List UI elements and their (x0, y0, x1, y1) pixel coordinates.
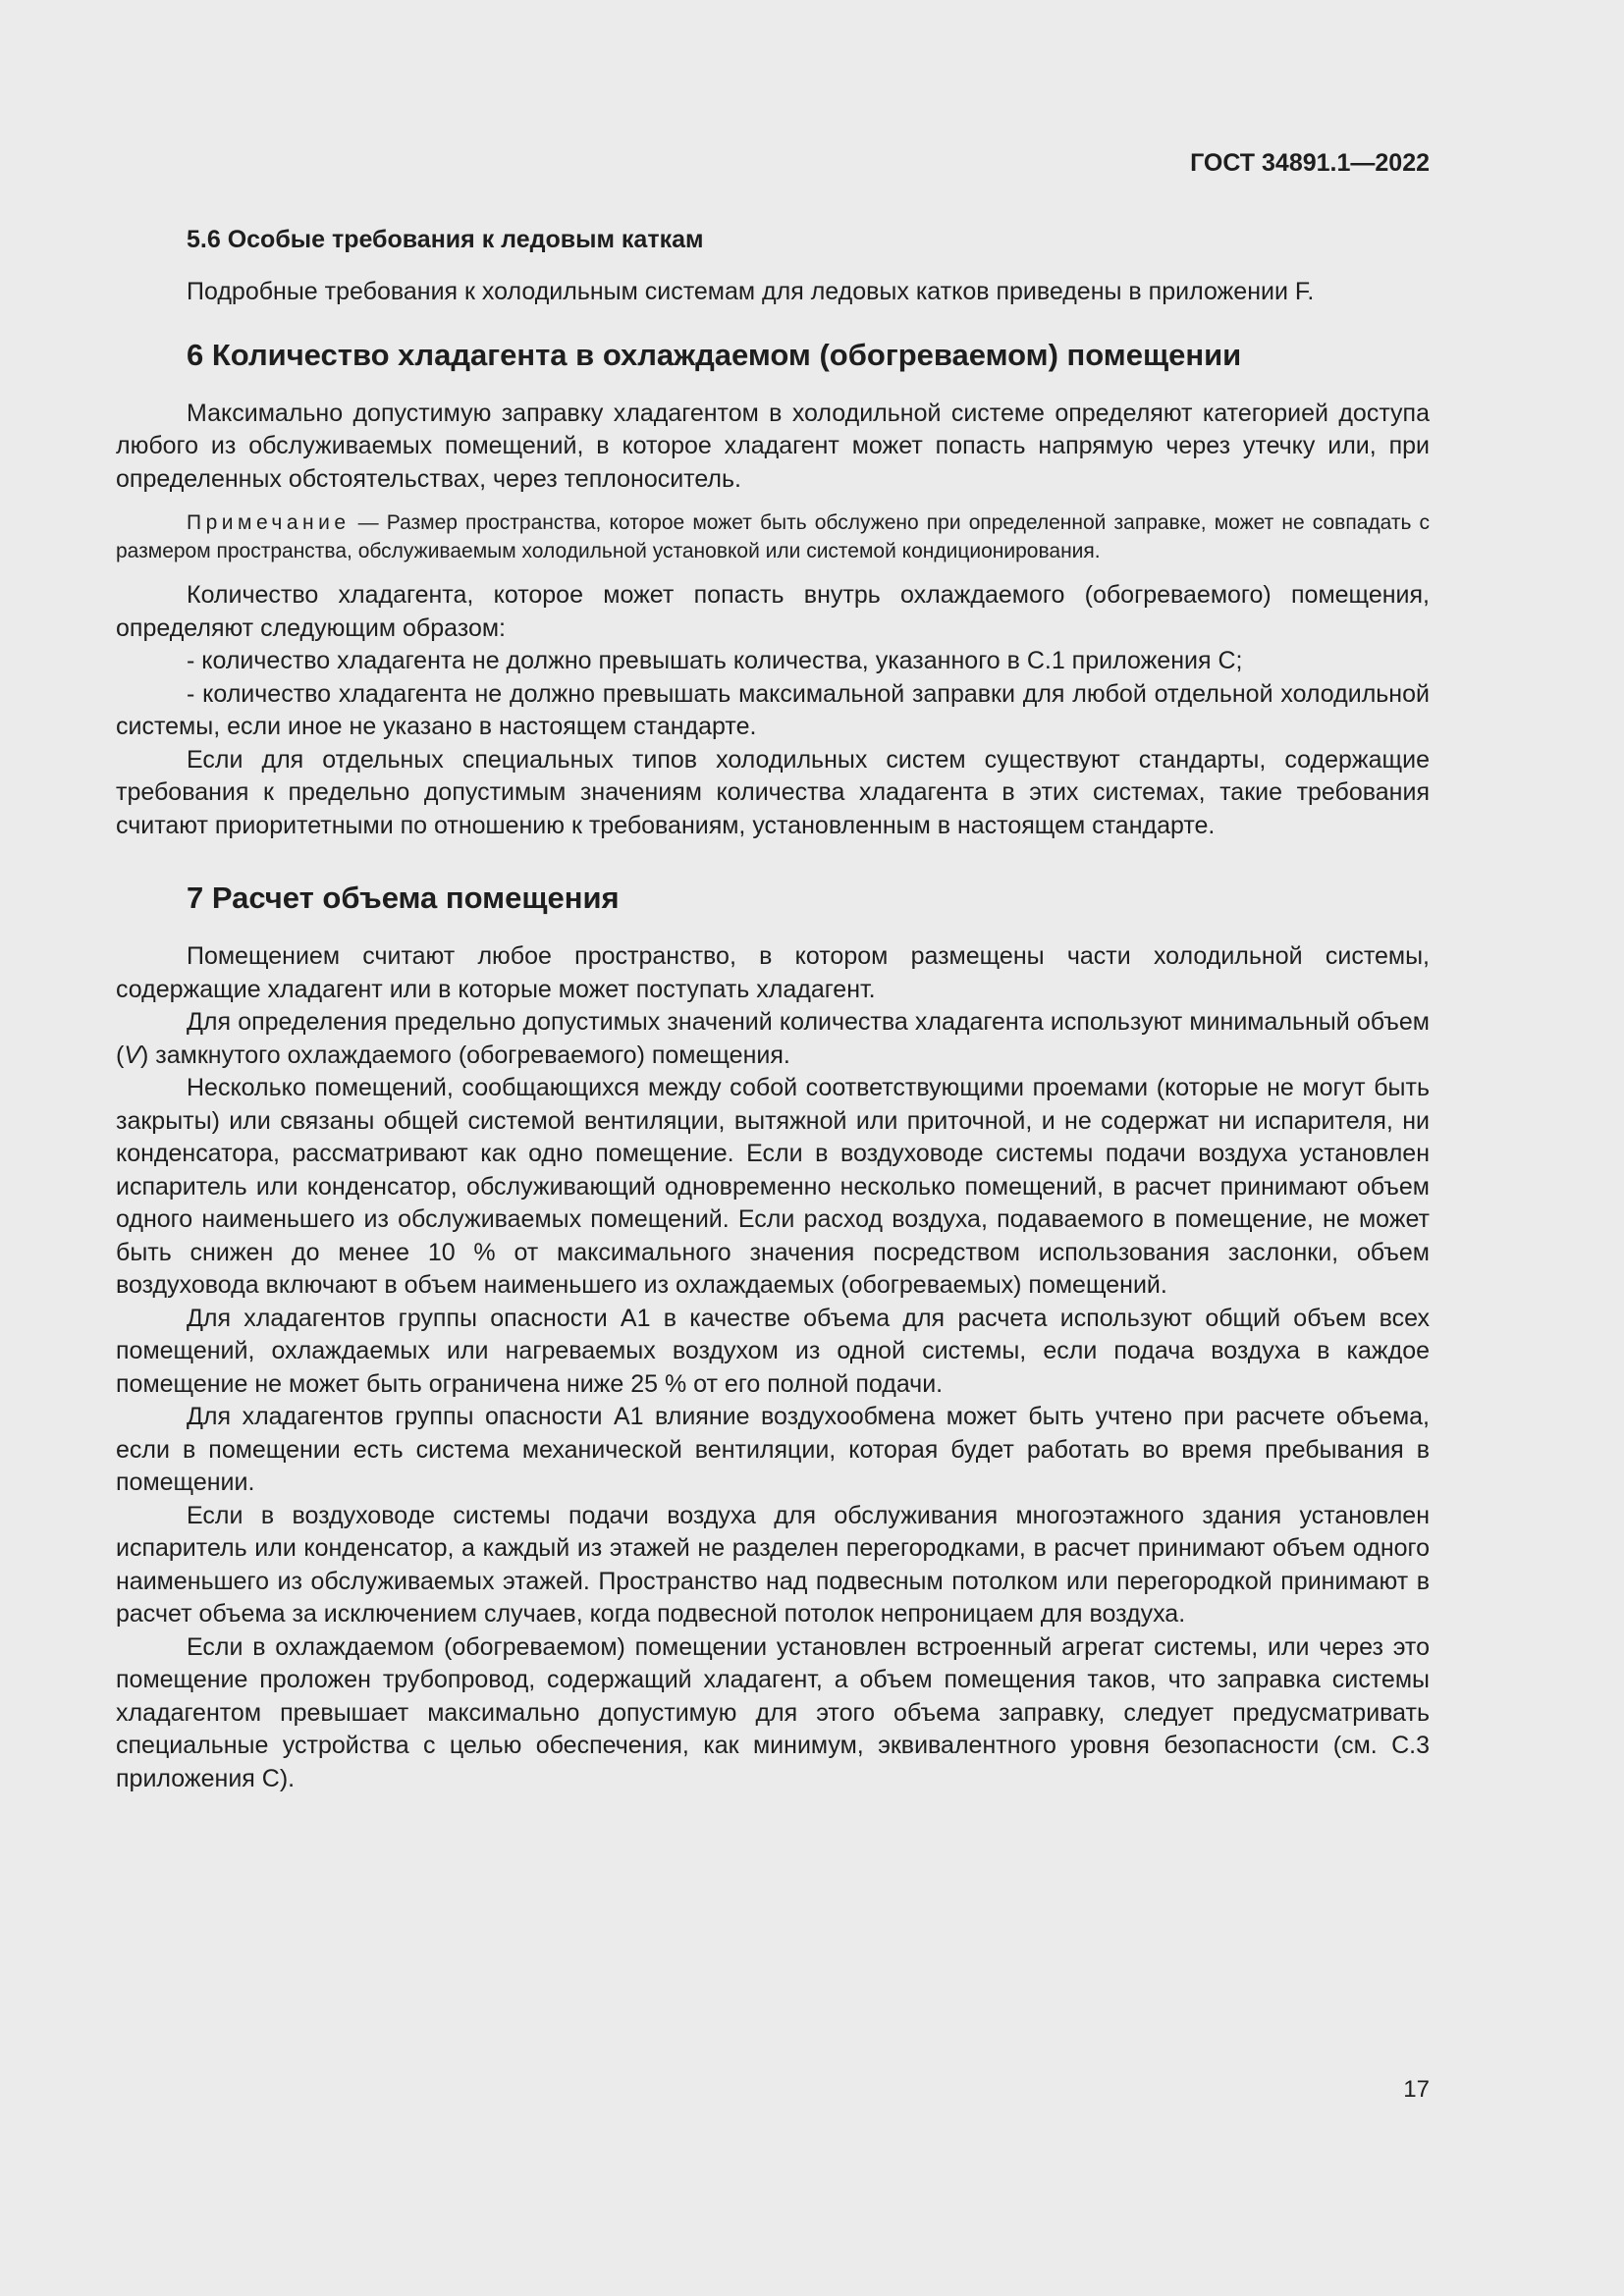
text-fragment: Для определения предельно допустимых значений количества хладагента используют минимальный объем ( (116, 1008, 1430, 1069)
paragraph: Если для отдельных специальных типов холодильных систем существуют стандарты, содержащие требования к предельно допустимым значениям количества хладагента в этих системах, такие требования считают приоритетными по отношению к требованиям, установленным в настоящем стандарте. (116, 745, 1430, 839)
note-text: — Размер пространства, которое может быть обслужено при определенной заправке, может не совпадать с размером пространства, обслуживаемым холодильной установкой или системой кондиционирования. (116, 511, 1430, 562)
list-item: - количество хладагента не должно превышать количества, указанного в С.1 приложения С; (187, 647, 1243, 674)
paragraph: Для хладагентов группы опасности А1 влияние воздухообмена может быть учтено при расчете объема, если в помещении есть система механической вентиляции, которая будет работать во время пребывания в помещении. (116, 1403, 1430, 1496)
paragraph: Максимально допустимую заправку хладагентом в холодильной системе определяют категорией доступа любого из обслуживаемых помещений, в которое хладагент может попасть напрямую через утечку или, при определенных обстоятельствах, через теплоноситель. (116, 399, 1430, 493)
paragraph (116, 1006, 1430, 1072)
paragraph: Несколько помещений, сообщающихся между собой соответствующими проемами (которые не могут быть закрыты) или связаны общей системой вентиляции, вытяжной или приточной, и не содержат ни испарителя, ни конденсатора, рассматривают как одно помещение. Если в воздуховоде системы подачи воздуха установлен испаритель или конденсатор, обслуживающий одновременно несколько помещений, в расчет принимают объем одного наименьшего из обслуживаемых помещений. Если расход воздуха, подаваемого в помещение, не может быть снижен до менее 10 % от максимального значения посредством использования заслонки, объем воздуховода включают в объем наименьшего из охлаждаемых (обогреваемых) помещений. (116, 1074, 1430, 1299)
note-label: Примечание (187, 511, 351, 534)
volume-variable: V (124, 1041, 141, 1069)
list-item: - количество хладагента не должно превышать максимальной заправки для любой отдельной холодильной системы, если иное не указано в настоящем стандарте. (116, 679, 1430, 740)
paragraph: Для хладагентов группы опасности А1 в качестве объема для расчета используют общий объем всех помещений, охлаждаемых или нагреваемых воздухом из одной системы, если подача воздуха в каждое помещение не может быть ограничена ниже 25 % от его полной подачи. (116, 1304, 1430, 1398)
text-fragment: ) замкнутого охлаждаемого (обогреваемого) помещения. (140, 1041, 790, 1069)
page-number: 17 (1403, 2076, 1430, 2103)
page-content (116, 224, 1430, 1795)
subsection-title-5-6: 5.6 Особые требования к ледовым каткам (187, 226, 704, 253)
section-title-7: 7 Расчет объема помещения (187, 881, 620, 915)
paragraph: Если в воздуховоде системы подачи воздуха для обслуживания многоэтажного здания установлен испаритель или конденсатор, а каждый из этажей не разделен перегородками, в расчет принимают объем одного наименьшего из обслуживаемых этажей. Пространство над подвесным потолком или перегородкой принимают в расчет объема за исключением случаев, когда подвесной потолок непроницаем для воздуха. (116, 1501, 1430, 1628)
document-id: ГОСТ 34891.1—2022 (1190, 149, 1430, 177)
note (116, 508, 1430, 565)
paragraph: Помещением считают любое пространство, в котором размещены части холодильной системы, содержащие хладагент или в которые может поступать хладагент. (116, 942, 1430, 1003)
section-title-6: 6 Количество хладагента в охлаждаемом (обогреваемом) помещении (187, 337, 1242, 372)
paragraph: Подробные требования к холодильным системам для ледовых катков приведены в приложении F. (187, 278, 1315, 305)
paragraph: Количество хладагента, которое может попасть внутрь охлаждаемого (обогреваемого) помещения, определяют следующим образом: (116, 581, 1430, 642)
paragraph: Если в охлаждаемом (обогреваемом) помещении установлен встроенный агрегат системы, или через это помещение проложен трубопровод, содержащий хладагент, а объем помещения таков, что заправка системы хладагентом превышает максимально допустимую для этого объема заправку, следует предусматривать специальные устройства с целью обеспечения, как минимум, эквивалентного уровня безопасности (см. С.3 приложения С). (116, 1632, 1430, 1792)
